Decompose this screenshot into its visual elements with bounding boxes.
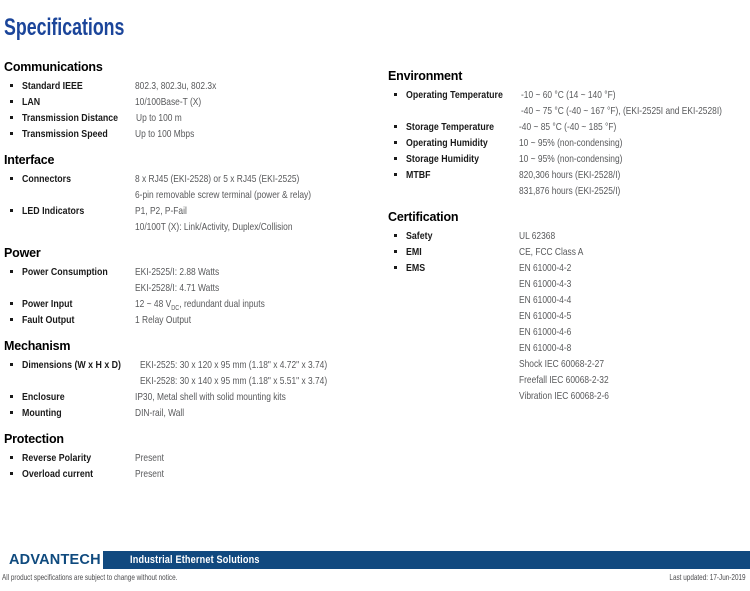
spec-value-line: Up to 100 Mbps (135, 128, 195, 140)
spec-values (519, 244, 750, 260)
section-heading: Protection (4, 432, 64, 447)
section-communications (4, 61, 388, 142)
bullet-icon (10, 389, 22, 398)
spec-values (135, 312, 388, 328)
spec-label: Connectors (22, 173, 72, 185)
spec-value-line: EN 61000-4-2 (519, 262, 572, 274)
spec-row-dimensions-w-x-h-x-d (4, 357, 388, 389)
spec-column-left (4, 61, 388, 482)
section-environment (388, 70, 750, 199)
spec-value-line: IP30, Metal shell with solid mounting kits (135, 391, 286, 404)
spec-value-line: EN 61000-4-8 (519, 342, 572, 354)
bullet-icon (10, 264, 22, 273)
spec-row-storage-humidity (388, 151, 750, 167)
section-certification (388, 211, 750, 404)
footer-bar (0, 551, 750, 569)
spec-value-line: Vibration IEC 60068-2-6 (519, 390, 609, 402)
spec-value-line: -10 ~ 60 °C (14 ~ 140 °F) (521, 89, 616, 101)
spec-value-line: Shock IEC 60068-2-27 (519, 358, 604, 370)
spec-value-line: 8 x RJ45 (EKI-2528) or 5 x RJ45 (EKI-2525) (135, 173, 300, 185)
spec-columns (0, 61, 750, 482)
spec-row-storage-temperature (388, 119, 750, 135)
spec-row-overload-current (4, 466, 388, 482)
spec-values (519, 167, 750, 199)
spec-column-right (388, 61, 750, 404)
spec-value-line: 1 Relay Output (135, 314, 192, 327)
brand-logo (0, 551, 103, 569)
spec-label: Operating Temperature (406, 89, 503, 101)
spec-row-mounting (4, 405, 388, 421)
spec-values (519, 151, 750, 167)
spec-row-operating-humidity (388, 135, 750, 151)
spec-row-ems (388, 260, 750, 404)
spec-value-line: 10/100Base-T (X) (135, 96, 202, 108)
spec-values (135, 78, 388, 94)
bullet-icon (10, 405, 22, 414)
bullet-icon (10, 466, 22, 475)
bullet-icon (10, 171, 22, 180)
spec-values (140, 357, 388, 389)
spec-value-line: 12 ~ 48 $V_{DC}$, redundant dual inputs (135, 298, 265, 313)
spec-row-operating-temperature (388, 87, 750, 119)
section-heading: Communications (4, 60, 103, 74)
spec-values (135, 171, 388, 203)
spec-row-standard-ieee (4, 78, 388, 94)
spec-value-line: EKI-2528/I: 4.71 Watts (135, 282, 220, 294)
spec-values (135, 389, 388, 405)
spec-label: EMS (406, 262, 426, 274)
spec-label: Storage Humidity (406, 153, 480, 165)
spec-label: Transmission Distance (22, 112, 119, 124)
spec-value-line: P1, P2, P-Fail (135, 205, 187, 217)
spec-value-line: Up to 100 m (136, 112, 183, 124)
spec-label: LED Indicators (22, 205, 85, 217)
footer-note-left: All product specifications are subject to change without notice. (2, 572, 178, 582)
spec-label: Operating Humidity (406, 137, 488, 149)
spec-value-line: EKI-2528: 30 x 140 x 95 mm (1.18" x 5.51" x 3.74) (139, 375, 327, 388)
spec-label: Dimensions (W x H x D) (22, 359, 122, 372)
footer-note-right: Last updated: 17-Jun-2019 (669, 572, 746, 582)
bullet-icon (10, 357, 22, 366)
section-mechanism (4, 340, 388, 421)
spec-value-line: -40 ~ 85 °C (-40 ~ 185 °F) (519, 121, 617, 133)
spec-value-line: EKI-2525/I: 2.88 Watts (135, 266, 220, 278)
spec-values (519, 228, 750, 244)
spec-value-line: Freefall IEC 60068-2-32 (519, 374, 609, 386)
spec-value-line: CE, FCC Class A (519, 246, 584, 258)
spec-row-power-consumption (4, 264, 388, 296)
section-heading: Certification (388, 210, 459, 224)
spec-row-transmission-speed (4, 126, 388, 142)
bullet-icon (10, 78, 22, 87)
section-power (4, 247, 388, 328)
spec-values (136, 110, 388, 126)
spec-values (519, 260, 750, 404)
spec-row-emi (388, 244, 750, 260)
bullet-icon (10, 203, 22, 212)
footer-notes (0, 572, 750, 583)
bullet-icon (394, 244, 406, 253)
spec-value-line: 802.3, 802.3u, 802.3x (135, 80, 217, 92)
bullet-icon (10, 450, 22, 459)
spec-label: Power Input (22, 298, 73, 310)
spec-value-line: EN 61000-4-4 (519, 294, 572, 306)
spec-values (519, 119, 750, 135)
spec-label: Standard IEEE (22, 80, 83, 92)
bullet-icon (10, 126, 22, 135)
spec-label: Storage Temperature (406, 121, 495, 133)
spec-row-led-indicators (4, 203, 388, 235)
spec-value-line: -40 ~ 75 °C (-40 ~ 167 °F), (EKI-2525I and EKI-2528I) (521, 105, 723, 117)
bullet-icon (394, 135, 406, 144)
spec-row-mtbf (388, 167, 750, 199)
spec-label: Overload current (22, 468, 94, 481)
spec-row-safety (388, 228, 750, 244)
spec-label: LAN (22, 96, 41, 108)
footer-banner (103, 551, 750, 569)
section-protection (4, 433, 388, 482)
spec-row-connectors (4, 171, 388, 203)
spec-value-line: 10/100T (X): Link/Activity, Duplex/Collision (135, 221, 293, 233)
spec-value-line: EN 61000-4-6 (519, 326, 572, 338)
spec-label: EMI (406, 246, 422, 258)
spec-label: Reverse Polarity (22, 452, 92, 465)
bullet-icon (10, 94, 22, 103)
spec-label: Enclosure (22, 391, 65, 404)
spec-label: Mounting (22, 407, 62, 420)
bullet-icon (394, 87, 406, 96)
spec-values (519, 135, 750, 151)
spec-values (135, 126, 388, 142)
bullet-icon (10, 312, 22, 321)
footer-banner-text: Industrial Ethernet Solutions (130, 554, 260, 566)
bullet-icon (394, 119, 406, 128)
spec-row-transmission-distance (4, 110, 388, 126)
spec-row-enclosure (4, 389, 388, 405)
spec-value-line: UL 62368 (519, 230, 556, 242)
spec-values (135, 466, 388, 482)
spec-value-line: DIN-rail, Wall (135, 407, 185, 420)
spec-row-power-input (4, 296, 388, 312)
spec-values (521, 87, 750, 119)
page-title: Specifications (4, 14, 125, 41)
spec-value-line: Present (135, 468, 164, 481)
spec-value-line: Present (135, 452, 164, 465)
spec-row-reverse-polarity (4, 450, 388, 466)
bullet-icon (394, 260, 406, 269)
spec-values (135, 405, 388, 421)
section-heading: Power (4, 246, 41, 260)
brand-logo-text: ADVANTECH (9, 552, 101, 568)
spec-values (135, 203, 388, 235)
spec-label: Power Consumption (22, 266, 108, 278)
section-interface (4, 154, 388, 235)
spec-label: Safety (406, 230, 433, 242)
spec-row-fault-output (4, 312, 388, 328)
spec-value-line: 10 ~ 95% (non-condensing) (519, 137, 623, 149)
spec-values (135, 94, 388, 110)
section-heading: Mechanism (4, 339, 71, 354)
spec-row-lan (4, 94, 388, 110)
bullet-icon (10, 296, 22, 305)
bullet-icon (394, 167, 406, 176)
spec-label: Transmission Speed (22, 128, 108, 140)
spec-value-line: 831,876 hours (EKI-2525/I) (519, 185, 621, 197)
spec-label: MTBF (406, 169, 431, 181)
spec-label: Fault Output (22, 314, 75, 327)
spec-values (135, 264, 388, 296)
spec-value-line: EKI-2525: 30 x 120 x 95 mm (1.18" x 4.72" x 3.74) (139, 359, 327, 372)
spec-values (135, 450, 388, 466)
spec-values (135, 296, 388, 312)
section-heading: Environment (388, 69, 463, 83)
bullet-icon (10, 110, 22, 119)
spec-value-line: 10 ~ 95% (non-condensing) (519, 153, 623, 165)
spec-value-line: EN 61000-4-3 (519, 278, 572, 290)
spec-value-line: 820,306 hours (EKI-2528/I) (519, 169, 621, 181)
section-heading: Interface (4, 153, 55, 167)
bullet-icon (394, 228, 406, 237)
spec-value-line: 6-pin removable screw terminal (power & relay) (135, 189, 311, 201)
bullet-icon (394, 151, 406, 160)
spec-value-line: EN 61000-4-5 (519, 310, 572, 322)
